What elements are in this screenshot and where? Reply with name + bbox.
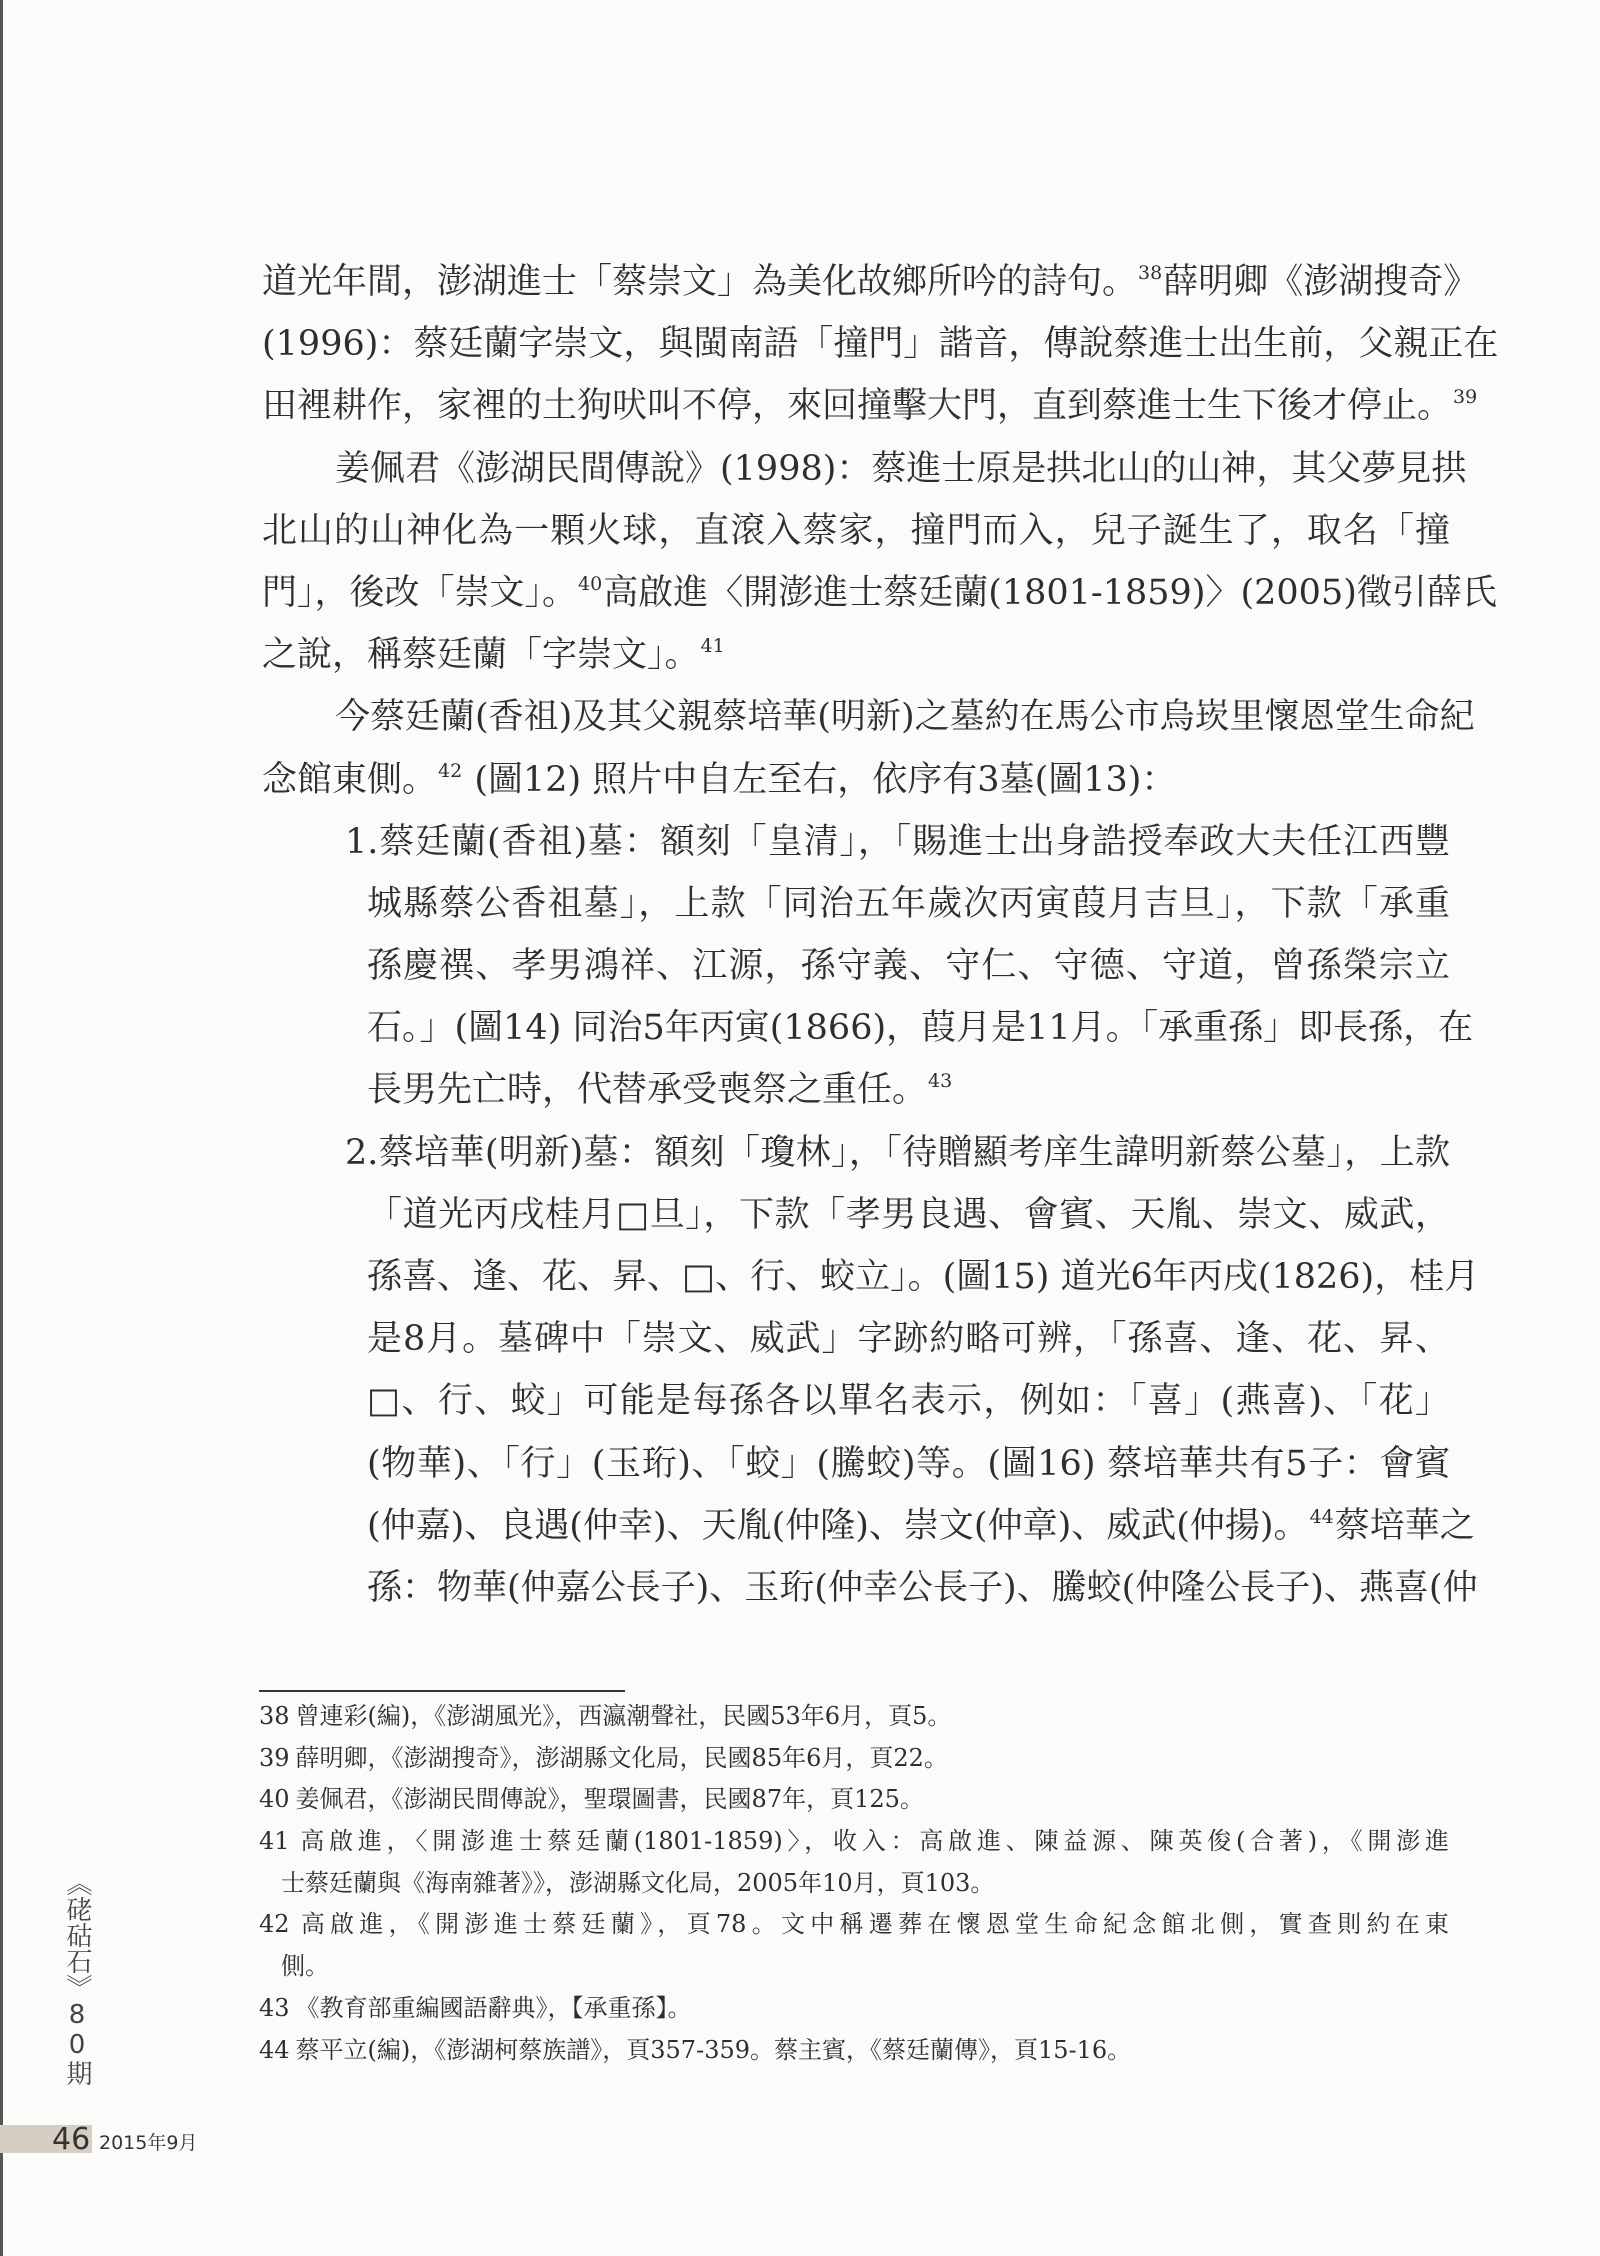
footnote-number: 39 (259, 1743, 290, 1772)
footnote (259, 1779, 1449, 1821)
footnote-text: 曾連彩(編)，《澎湖風光》，西瀛潮聲社，民國53年6月，頁5。 (295, 1702, 952, 1730)
footnote-number: 40 (259, 1785, 290, 1814)
body-line (262, 375, 1478, 437)
text-run: 孫慶禩、孝男鴻祥、江源，孫守義、守仁、守德、守道，曾孫榮宗立 (367, 946, 1450, 987)
body-line (262, 1122, 1450, 1184)
text-run: 姜佩君《澎湖民間傳說》(1998)：蔡進士原是拱北山的山神，其父夢見拱 (335, 448, 1467, 489)
body-line (262, 873, 1450, 935)
body-line (262, 313, 1499, 375)
body-line (262, 1433, 1450, 1495)
footnote-ref[interactable]: 42 (438, 759, 463, 782)
text-run: 之說，稱蔡廷蘭「字崇文」。 (262, 635, 700, 676)
body-line (262, 624, 1450, 686)
body-line (262, 1495, 1475, 1557)
footnote-text: 蔡平立(編)，《澎湖柯蔡族譜》，頁357-359。蔡主賓，《蔡廷蘭傳》，頁15-16。 (295, 2035, 1132, 2064)
body-line (262, 438, 1467, 500)
footnotes (259, 1696, 1449, 2071)
footnote (259, 2030, 1449, 2072)
footnote-number: 41 (259, 1827, 290, 1856)
body-line (262, 1557, 1478, 1619)
footnote-number: 38 (259, 1702, 290, 1730)
footnote-ref[interactable]: 38 (1138, 262, 1163, 284)
magazine-title: 《硓𥑮石》80期 (62, 1870, 92, 2086)
footnote (259, 1696, 1449, 1738)
footnote-text: 士蔡廷蘭與《海南雜著》》，澎湖縣文化局，2005年10月，頁103。 (281, 1868, 995, 1897)
text-run: 「道光丙戌桂月□旦」，下款「孝男良遇、會賓、天胤、崇文、威武， (367, 1194, 1450, 1235)
footnote-number: 43 (259, 1993, 290, 2022)
text-run: 孫喜、逢、花、昇、□、行、蛟立」。(圖15) 道光6年丙戌(1826)，桂月 (367, 1257, 1480, 1297)
footnote (259, 1946, 1449, 1988)
body-line (262, 997, 1474, 1059)
text-run: 1.蔡廷蘭(香祖)墓：額刻「皇清」，「賜進士出身誥授奉政大夫任江西豐 (345, 821, 1450, 862)
body-line (262, 1308, 1450, 1370)
body-line (262, 811, 1450, 873)
text-run: 北山的山神化為一顆火球，直滾入蔡家，撞門而入，兒子誕生了，取名「撞 (262, 510, 1450, 551)
body-line (262, 251, 1479, 313)
text-run: 薛明卿《澎湖搜奇》 (1163, 262, 1479, 302)
body-line (262, 749, 1450, 811)
text-run: 孫：物華(仲嘉公長子)、玉珩(仲幸公長子)、騰蛟(仲隆公長子)、燕喜(仲 (367, 1567, 1478, 1608)
text-run: 道光年間，澎湖進士「蔡崇文」為美化故鄉所吟的詩句。 (262, 262, 1138, 302)
footnote-number: 42 (259, 1910, 290, 1939)
body-line (262, 1246, 1480, 1308)
text-run: 今蔡廷蘭(香祖)及其父親蔡培華(明新)之墓約在馬公市烏崁里懷恩堂生命紀 (335, 697, 1475, 738)
text-run: 2.蔡培華(明新)墓：額刻「瓊林」，「待贈顯考庠生諱明新蔡公墓」，上款 (345, 1132, 1450, 1173)
text-run: 長男先亡時，代替承受喪祭之重任。 (367, 1070, 928, 1111)
footnote-text: 薛明卿，《澎湖搜奇》，澎湖縣文化局，民國85年6月，頁22。 (295, 1743, 948, 1772)
footnote-text: 《教育部重編國語辭典》，【承重孫】。 (295, 1993, 692, 2022)
body-line (262, 686, 1475, 748)
footnote (259, 1738, 1449, 1780)
footnote-text: 姜佩君，《澎湖民間傳說》，聖環圖書，民國87年，頁125。 (295, 1785, 924, 1814)
text-run: 是8月。墓碑中「崇文、威武」字跡約略可辨，「孫喜、逢、花、昇、 (367, 1319, 1450, 1360)
footnote-divider (259, 1690, 625, 1692)
text-run: 高啟進〈開澎進士蔡廷蘭(1801-1859)〉(2005)徵引薛氏 (603, 572, 1497, 613)
text-run: 城縣蔡公香祖墓」，上款「同治五年歲次丙寅葭月吉旦」，下款「承重 (367, 883, 1450, 924)
body-line (262, 935, 1450, 997)
text-run: 田裡耕作，家裡的土狗吠叫不停，來回撞擊大門，直到蔡進士生下後才停止。 (262, 386, 1453, 427)
page-number: 46 (52, 2122, 91, 2157)
footnote-ref[interactable]: 40 (578, 572, 603, 595)
text-run: (1996)：蔡廷蘭字崇文，與閩南語「撞門」諧音，傳說蔡進士出生前，父親正在 (262, 324, 1499, 365)
body-line (262, 500, 1450, 562)
footnote-number: 44 (259, 2035, 290, 2064)
text-run: (圖12) 照片中自左至右，依序有3墓(圖13)： (463, 759, 1177, 800)
footnote-text: 高啟進，〈開澎進士蔡廷蘭(1801-1859)〉，收入：高啟進、陳益源、陳英俊(合著)，《開澎進 (295, 1827, 1449, 1856)
body-line (262, 1370, 1450, 1432)
footnote-ref[interactable]: 39 (1453, 386, 1478, 409)
text-run: 念館東側。 (262, 759, 438, 800)
footnote-ref[interactable]: 43 (928, 1070, 953, 1093)
body-line (262, 562, 1497, 624)
text-run: □、行、蛟」可能是每孫各以單名表示，例如：「喜」(燕喜)、「花」 (367, 1381, 1450, 1422)
footnote-text: 側。 (281, 1952, 329, 1981)
footnote-ref[interactable]: 44 (1309, 1505, 1334, 1528)
footnote (259, 1821, 1449, 1863)
text-run: (物華)、「行」(玉珩)、「蛟」(騰蛟)等。(圖16) 蔡培華共有5子：會賓 (367, 1443, 1450, 1484)
footnote (259, 1904, 1449, 1946)
footnote (259, 1988, 1449, 2030)
footnote (259, 1863, 1449, 1905)
footnote-ref[interactable]: 41 (700, 635, 725, 658)
text-run: 門」，後改「崇文」。 (262, 572, 578, 613)
text-run: 蔡培華之 (1334, 1505, 1475, 1546)
text-run: (仲嘉)、良遇(仲幸)、天胤(仲隆)、崇文(仲章)、威武(仲揚)。 (367, 1505, 1309, 1546)
body-line (262, 1059, 1450, 1121)
issue-date: 2015年9月 (99, 2132, 198, 2154)
page-edge (0, 0, 3, 2256)
body-text (262, 251, 1499, 1619)
text-run: 石。」(圖14) 同治5年丙寅(1866)，葭月是11月。「承重孫」即長孫，在 (367, 1008, 1474, 1049)
body-line (262, 1184, 1450, 1246)
footnote-text: 高啟進，《開澎進士蔡廷蘭》，頁78。文中稱遷葬在懷恩堂生命紀念館北側，實查則約在東 (295, 1910, 1449, 1939)
